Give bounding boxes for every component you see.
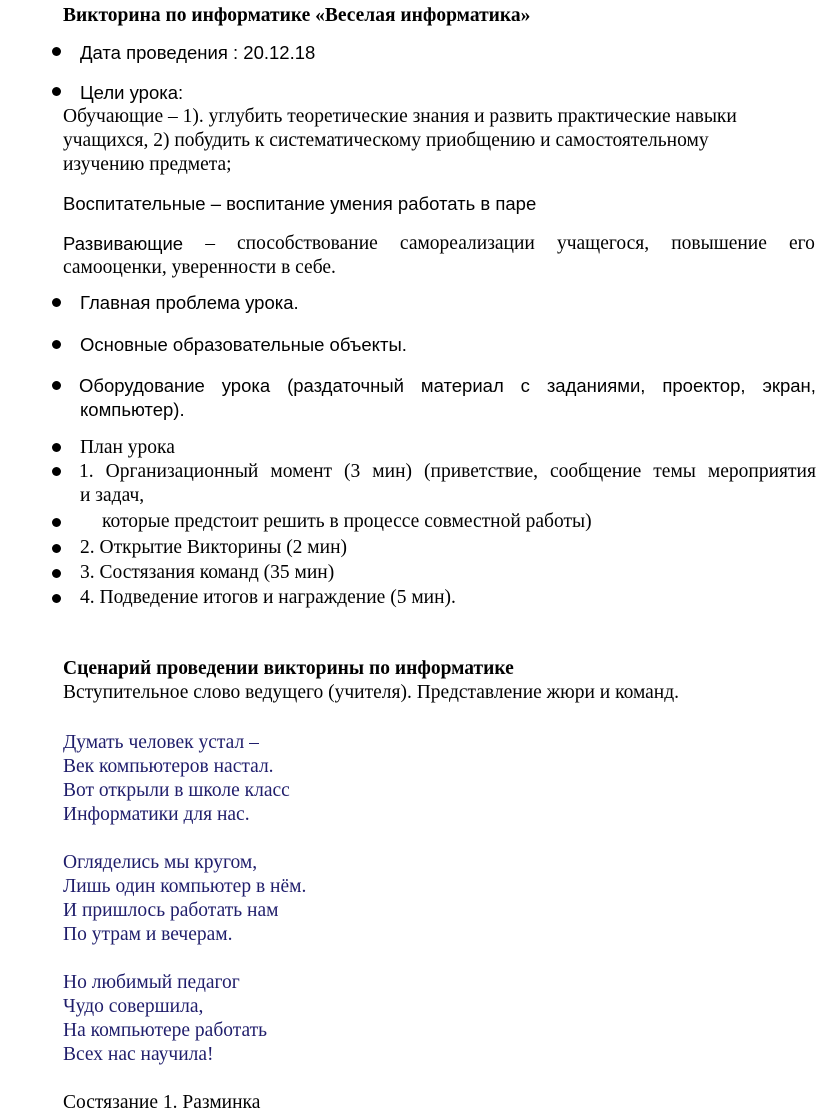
goal-teaching-line-2: учащихся, 2) побудить к систематическому приобщению и самостоятельному: [63, 130, 709, 151]
poem-line: По утрам и вечерам.: [63, 924, 233, 945]
bullet-icon: [52, 443, 61, 452]
word: экран,: [762, 375, 816, 396]
plan-item-1-continued: и задач,: [80, 485, 145, 506]
word: его: [789, 233, 815, 254]
bullet-icon: [52, 569, 61, 578]
plan-item-3: 3. Состязания команд (35 мин): [80, 562, 335, 583]
bullet-icon: [52, 47, 61, 56]
word: способствование: [237, 233, 378, 254]
poem-line: Информатики для нас.: [63, 804, 250, 825]
poem-line: Всех нас научила!: [63, 1044, 214, 1065]
goal-upbringing: Воспитательные – воспитание умения работать в паре: [63, 193, 537, 214]
goal-development-line-1: [63, 232, 815, 256]
word: Оборудование: [79, 375, 205, 396]
word: темы: [653, 461, 696, 482]
scenario-heading: Сценарий проведении викторины по информатике: [63, 658, 514, 679]
word: сообщение: [550, 461, 642, 482]
word: –: [205, 233, 215, 254]
word: мин): [372, 461, 413, 482]
bullet-icon: [52, 467, 61, 476]
poem-line: И пришлось работать нам: [63, 900, 279, 921]
bullet-icon: [52, 87, 61, 96]
poem-line: Но любимый педагог: [63, 972, 240, 993]
word: мероприятия: [707, 461, 816, 482]
main-problem: Главная проблема урока.: [80, 292, 299, 313]
bullet-icon: [52, 518, 61, 527]
poem-line: Думать человек устал –: [63, 732, 259, 753]
word: Организационный: [105, 461, 259, 482]
poem-line: Век компьютеров настал.: [63, 756, 274, 777]
word: (приветствие,: [424, 461, 538, 482]
bullet-icon: [52, 544, 61, 553]
word: учащегося,: [556, 233, 650, 254]
word: урока: [221, 375, 271, 396]
contest-1-heading: Состязание 1. Разминка: [63, 1092, 261, 1113]
poem-line: Лишь один компьютер в нём.: [63, 876, 307, 897]
poem-line: Чудо совершила,: [63, 996, 204, 1017]
document-title: Викторина по информатике «Веселая информатика»: [63, 5, 531, 26]
word: (3: [344, 461, 361, 482]
scenario-intro: Вступительное слово ведущего (учителя). Представление жюри и команд.: [63, 682, 680, 703]
bullet-icon: [52, 381, 61, 390]
bullet-icon: [52, 340, 61, 349]
word: (раздаточный: [287, 375, 404, 396]
plan-item-1-tail: которые предстоит решить в процессе совместной работы): [102, 511, 592, 532]
date-line: Дата проведения : 20.12.18: [80, 42, 316, 63]
plan-item-2: 2. Открытие Викторины (2 мин): [80, 537, 348, 558]
equipment-line-2: компьютер).: [80, 399, 185, 420]
word: материал: [420, 375, 504, 396]
goal-development-line-2: самооценки, уверенности в себе.: [63, 257, 336, 278]
goal-teaching-line-3: изучению предмета;: [63, 154, 232, 175]
equipment-line-1: [79, 374, 816, 398]
poem-line: На компьютере работать: [63, 1020, 268, 1041]
plan-heading: План урока: [80, 437, 175, 458]
goals-heading: Цели урока:: [80, 82, 184, 103]
word: самореализации: [399, 233, 535, 254]
word: с: [520, 375, 530, 396]
word: Развивающие: [63, 233, 184, 254]
bullet-icon: [52, 298, 61, 307]
plan-item-4: 4. Подведение итогов и награждение (5 мин).: [80, 587, 456, 608]
poem-line: Огляделись мы кругом,: [63, 852, 258, 873]
word: повышение: [671, 233, 767, 254]
goal-teaching-line-1: Обучающие – 1). углубить теоретические знания и развить практические навыки: [63, 106, 737, 127]
poem-line: Вот открыли в школе класс: [63, 780, 290, 801]
word: проектор,: [662, 375, 746, 396]
word: заданиями,: [546, 375, 646, 396]
word: 1.: [79, 461, 94, 482]
plan-item-1: [79, 460, 816, 484]
educational-objects: Основные образовательные объекты.: [80, 334, 407, 355]
word: момент: [270, 461, 333, 482]
bullet-icon: [52, 594, 61, 603]
